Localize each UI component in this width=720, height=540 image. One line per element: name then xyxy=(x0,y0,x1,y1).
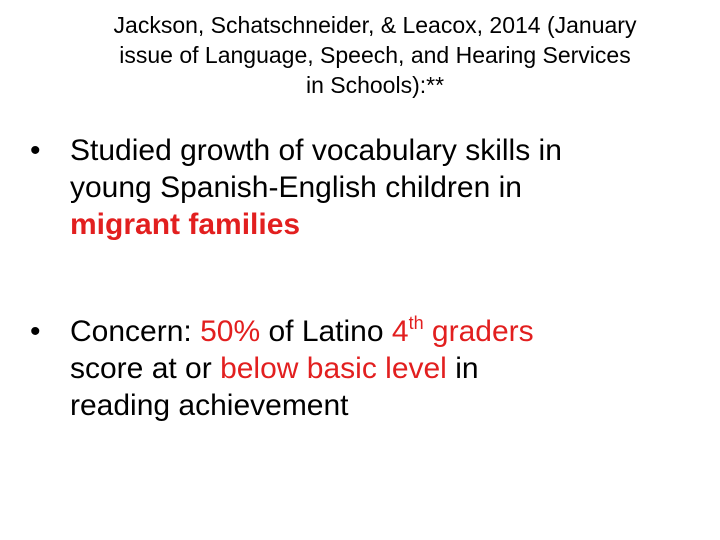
bullet-2-score-text: score at or xyxy=(70,352,221,385)
bullet-2-in-text: in xyxy=(446,352,479,385)
bullet-1-line-1: Studied growth of vocabulary skills in xyxy=(70,134,562,167)
slide-title xyxy=(30,10,720,100)
bullet-2-latino-text: of Latino xyxy=(260,315,392,348)
bullet-2-line-1 xyxy=(70,313,700,350)
title-line-2: issue of Language, Speech, and Hearing Services xyxy=(119,42,631,68)
bullet-dot-icon: • xyxy=(30,315,41,348)
bullet-list xyxy=(30,132,700,424)
bullet-1-line-3-highlight: migrant families xyxy=(70,208,301,241)
bullet-2-concern-label: Concern: xyxy=(70,315,201,348)
bullet-item-concern xyxy=(30,313,700,424)
bullet-2-graders-text: graders xyxy=(423,315,534,348)
bullet-1-line-2: young Spanish-English children in xyxy=(70,171,522,204)
title-line-1: Jackson, Schatschneider, & Leacox, 2014 (January xyxy=(113,12,637,38)
bullet-2-level-highlight: below basic level xyxy=(220,352,447,385)
bullet-2-percent-highlight: 50% xyxy=(200,315,261,348)
bullet-item-vocabulary xyxy=(30,132,700,243)
bullet-2-line-3: reading achievement xyxy=(70,389,349,422)
bullet-2-line-2 xyxy=(70,350,700,387)
bullet-2-grade-ordinal: th xyxy=(408,313,424,333)
bullet-2-grade-number: 4 xyxy=(391,315,409,348)
bullet-dot-icon: • xyxy=(30,134,41,167)
title-line-3: in Schools):** xyxy=(305,72,445,98)
